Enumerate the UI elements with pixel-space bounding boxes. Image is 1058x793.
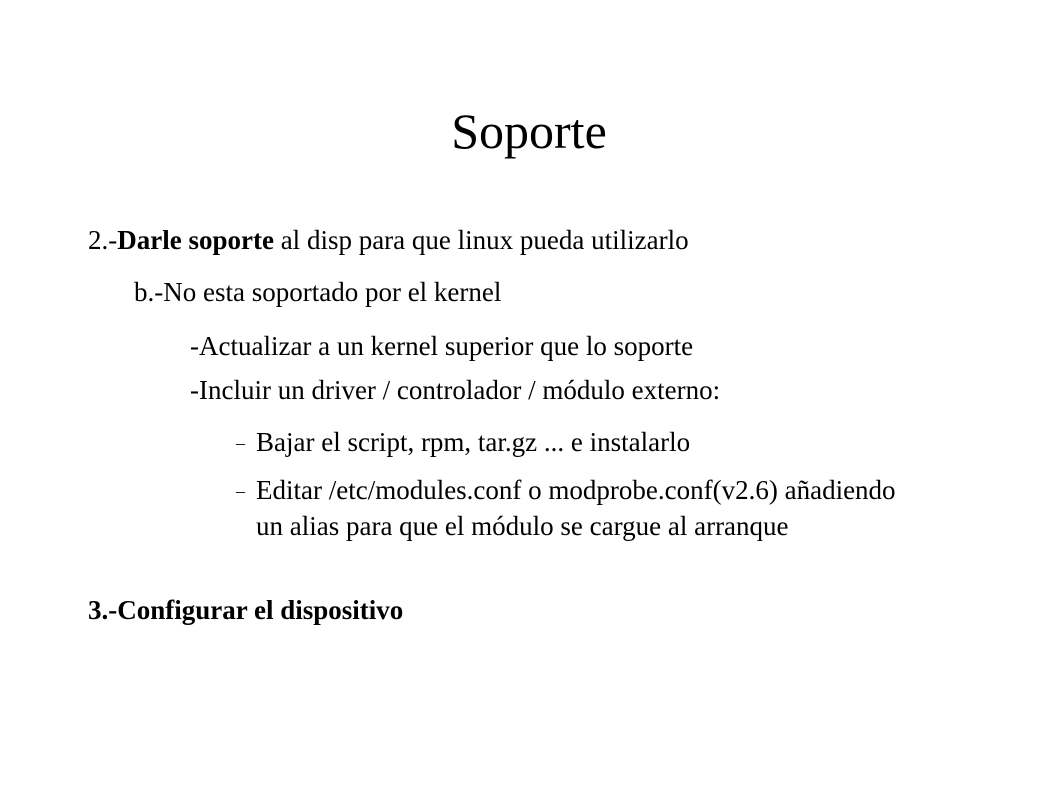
item-2-line <box>88 222 689 258</box>
option-1-line: -Actualizar a un kernel superior que lo soporte <box>190 331 694 361</box>
slide-title: Soporte <box>451 103 607 159</box>
option-2-line: -Incluir un driver / controlador / módulo externo: <box>190 375 721 405</box>
item-2-prefix: 2.- <box>88 225 118 255</box>
bullet-2-line <box>236 472 916 544</box>
item-b-line: b.-No esta soportado por el kernel <box>134 277 502 307</box>
item-2-rest: al disp para que linux pueda utilizarlo <box>273 225 689 255</box>
item-3-line: 3.-Configurar el dispositivo <box>88 595 404 625</box>
bullet-2-text: Editar /etc/modules.conf o modprobe.conf(v2.6) añadiendo un alias para que el módulo se cargue al arranque <box>256 475 896 541</box>
bullet-1-dash: – <box>236 433 245 453</box>
bullet-2-dash: – <box>236 481 245 501</box>
bullet-1-text: Bajar el script, rpm, tar.gz ... e instalarlo <box>256 427 691 457</box>
item-2-bold: Darle soporte <box>117 225 274 255</box>
bullet-1-line <box>236 424 690 461</box>
